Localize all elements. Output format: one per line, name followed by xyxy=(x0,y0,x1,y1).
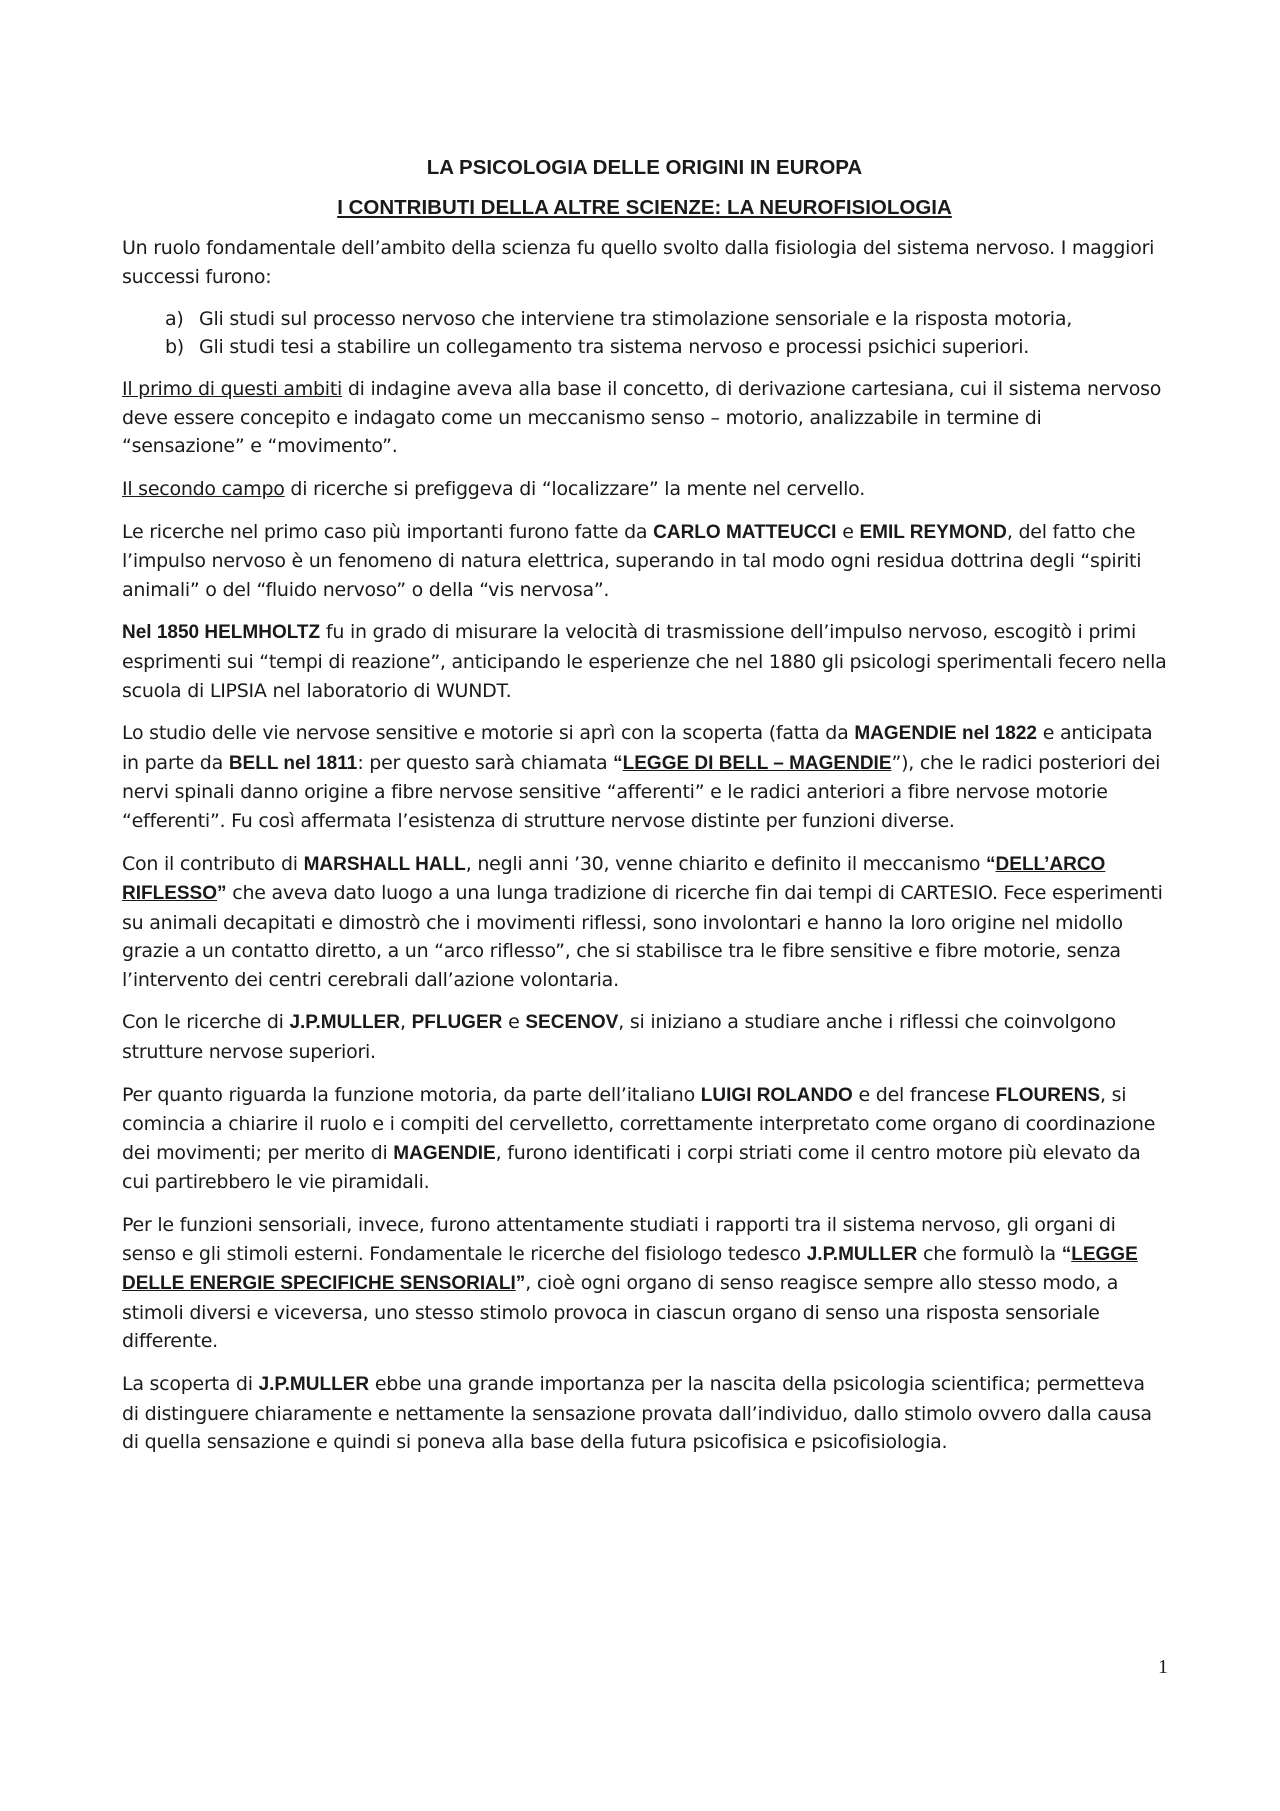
achievements-list xyxy=(122,305,1167,361)
paragraph-motor-function: Per quanto riguarda la funzione motoria, da parte dell’italiano LUIGI ROLANDO e del francese FLOURENS, si comincia a chiarire il ruolo e i compiti del cervelletto, correttamente interpretato come organo di coordinazione dei movimenti; per merito di MAGENDIE, furono identificati i corpi striati come il centro motore più elevato da cui partirebbero le vie piramidali. xyxy=(122,1083,1156,1194)
paragraph-matteucci: Le ricerche nel primo caso più importanti furono fatte da CARLO MATTEUCCI e EMIL REYMOND, del fatto che l’impulso nervoso è un fenomeno di natura elettrica, superando in tal modo ogni residua dottrina degli “spiriti animali” o del “fluido nervoso” o della “vis nervosa”. xyxy=(122,520,1142,601)
paragraph-muller-pfluger: Con le ricerche di J.P.MULLER, PFLUGER e SECENOV, si iniziano a studiare anche i riflessi che coinvolgono strutture nervose superiori. xyxy=(122,1011,1116,1064)
list-item xyxy=(165,333,1167,361)
page-number: 1 xyxy=(1158,1656,1168,1678)
section-heading: I CONTRIBUTI DELLA ALTRE SCIENZE: LA NEUROFISIOLOGIA xyxy=(337,196,952,219)
list-item-text: Gli studi sul processo nervoso che interviene tra stimolazione sensoriale e la risposta motoria, xyxy=(199,308,1073,331)
list-item-text: Gli studi tesi a stabilire un collegamento tra sistema nervoso e processi psichici superiori. xyxy=(199,336,1030,359)
list-marker: b) xyxy=(165,336,184,359)
paragraph-marshall-hall: Con il contributo di MARSHALL HALL, negli anni ’30, venne chiarito e definito il meccanismo “DELL’ARCO RIFLESSO” che aveva dato luogo a una lunga tradizione di ricerche fin dai tempi di CARTESIO. Fece esperimenti su animali decapitati e dimostrò che i movimenti riflessi, sono involontari e hanno la loro origine nel midollo grazie a un contatto diretto, a un “arco riflesso”, che si stabilisce tra le fibre sensitive e fibre motorie, senza l’intervento dei centri cerebrali dall’azione volontaria. xyxy=(122,852,1163,991)
document-page xyxy=(122,150,1167,1457)
paragraph-helmholtz: Nel 1850 HELMHOLTZ fu in grado di misurare la velocità di trasmissione dell’impulso nervoso, escogitò i primi esprimenti sui “tempi di reazione”, anticipando le esperienze che nel 1880 gli psicologi sperimentali fecero nella scuola di LIPSIA nel laboratorio di WUNDT. xyxy=(122,621,1167,702)
paragraph-conclusion: La scoperta di J.P.MULLER ebbe una grande importanza per la nascita della psicologia scientifica; permetteva di distinguere chiaramente e nettamente la sensazione provata dall’individuo, dallo stimolo ovvero dalla causa di quella sensazione e quindi si poneva alla base della futura psicofisica e psicofisiologia. xyxy=(122,1373,1152,1454)
paragraph-bell-magendie: Lo studio delle vie nervose sensitive e motorie si aprì con la scoperta (fatta da MAGENDIE nel 1822 e anticipata in parte da BELL nel 1811: per questo sarà chiamata “LEGGE DI BELL – MAGENDIE”), che le radici posteriori dei nervi spinali danno origine a fibre nervose sensitive “afferenti” e le radici anteriori a fibre nervose motorie “efferenti”. Fu così affermata l’esistenza di strutture nervose distinte per funzioni diverse. xyxy=(122,722,1161,832)
list-marker: a) xyxy=(165,308,184,331)
paragraph-second-field: Il secondo campo di ricerche si prefiggeva di “localizzare” la mente nel cervello. xyxy=(122,477,865,500)
paragraph-sensory-function: Per le funzioni sensoriali, invece, furono attentamente studiati i rapporti tra il sistema nervoso, gli organi di senso e gli stimoli esterni. Fondamentale le ricerche del fisiologo tedesco J.P.MULLER che formulò la “LEGGE DELLE ENERGIE SPECIFICHE SENSORIALI”, cioè ogni organo di senso reagisce sempre allo stesso modo, a stimoli diversi e viceversa, uno stesso stimolo provoca in ciascun organo di senso una risposta sensoriale differente. xyxy=(122,1214,1138,1353)
list-item xyxy=(165,305,1167,333)
document-title: LA PSICOLOGIA DELLE ORIGINI IN EUROPA xyxy=(426,156,863,179)
paragraph-first-field: Il primo di questi ambiti di indagine aveva alla base il concetto, di derivazione cartesiana, cui il sistema nervoso deve essere concepito e indagato come un meccanismo senso – motorio, analizzabile in termine di “sensazione” e “movimento”. xyxy=(122,378,1162,458)
intro-paragraph: Un ruolo fondamentale dell’ambito della scienza fu quello svolto dalla fisiologia del sistema nervoso. I maggiori successi furono: xyxy=(122,237,1155,288)
